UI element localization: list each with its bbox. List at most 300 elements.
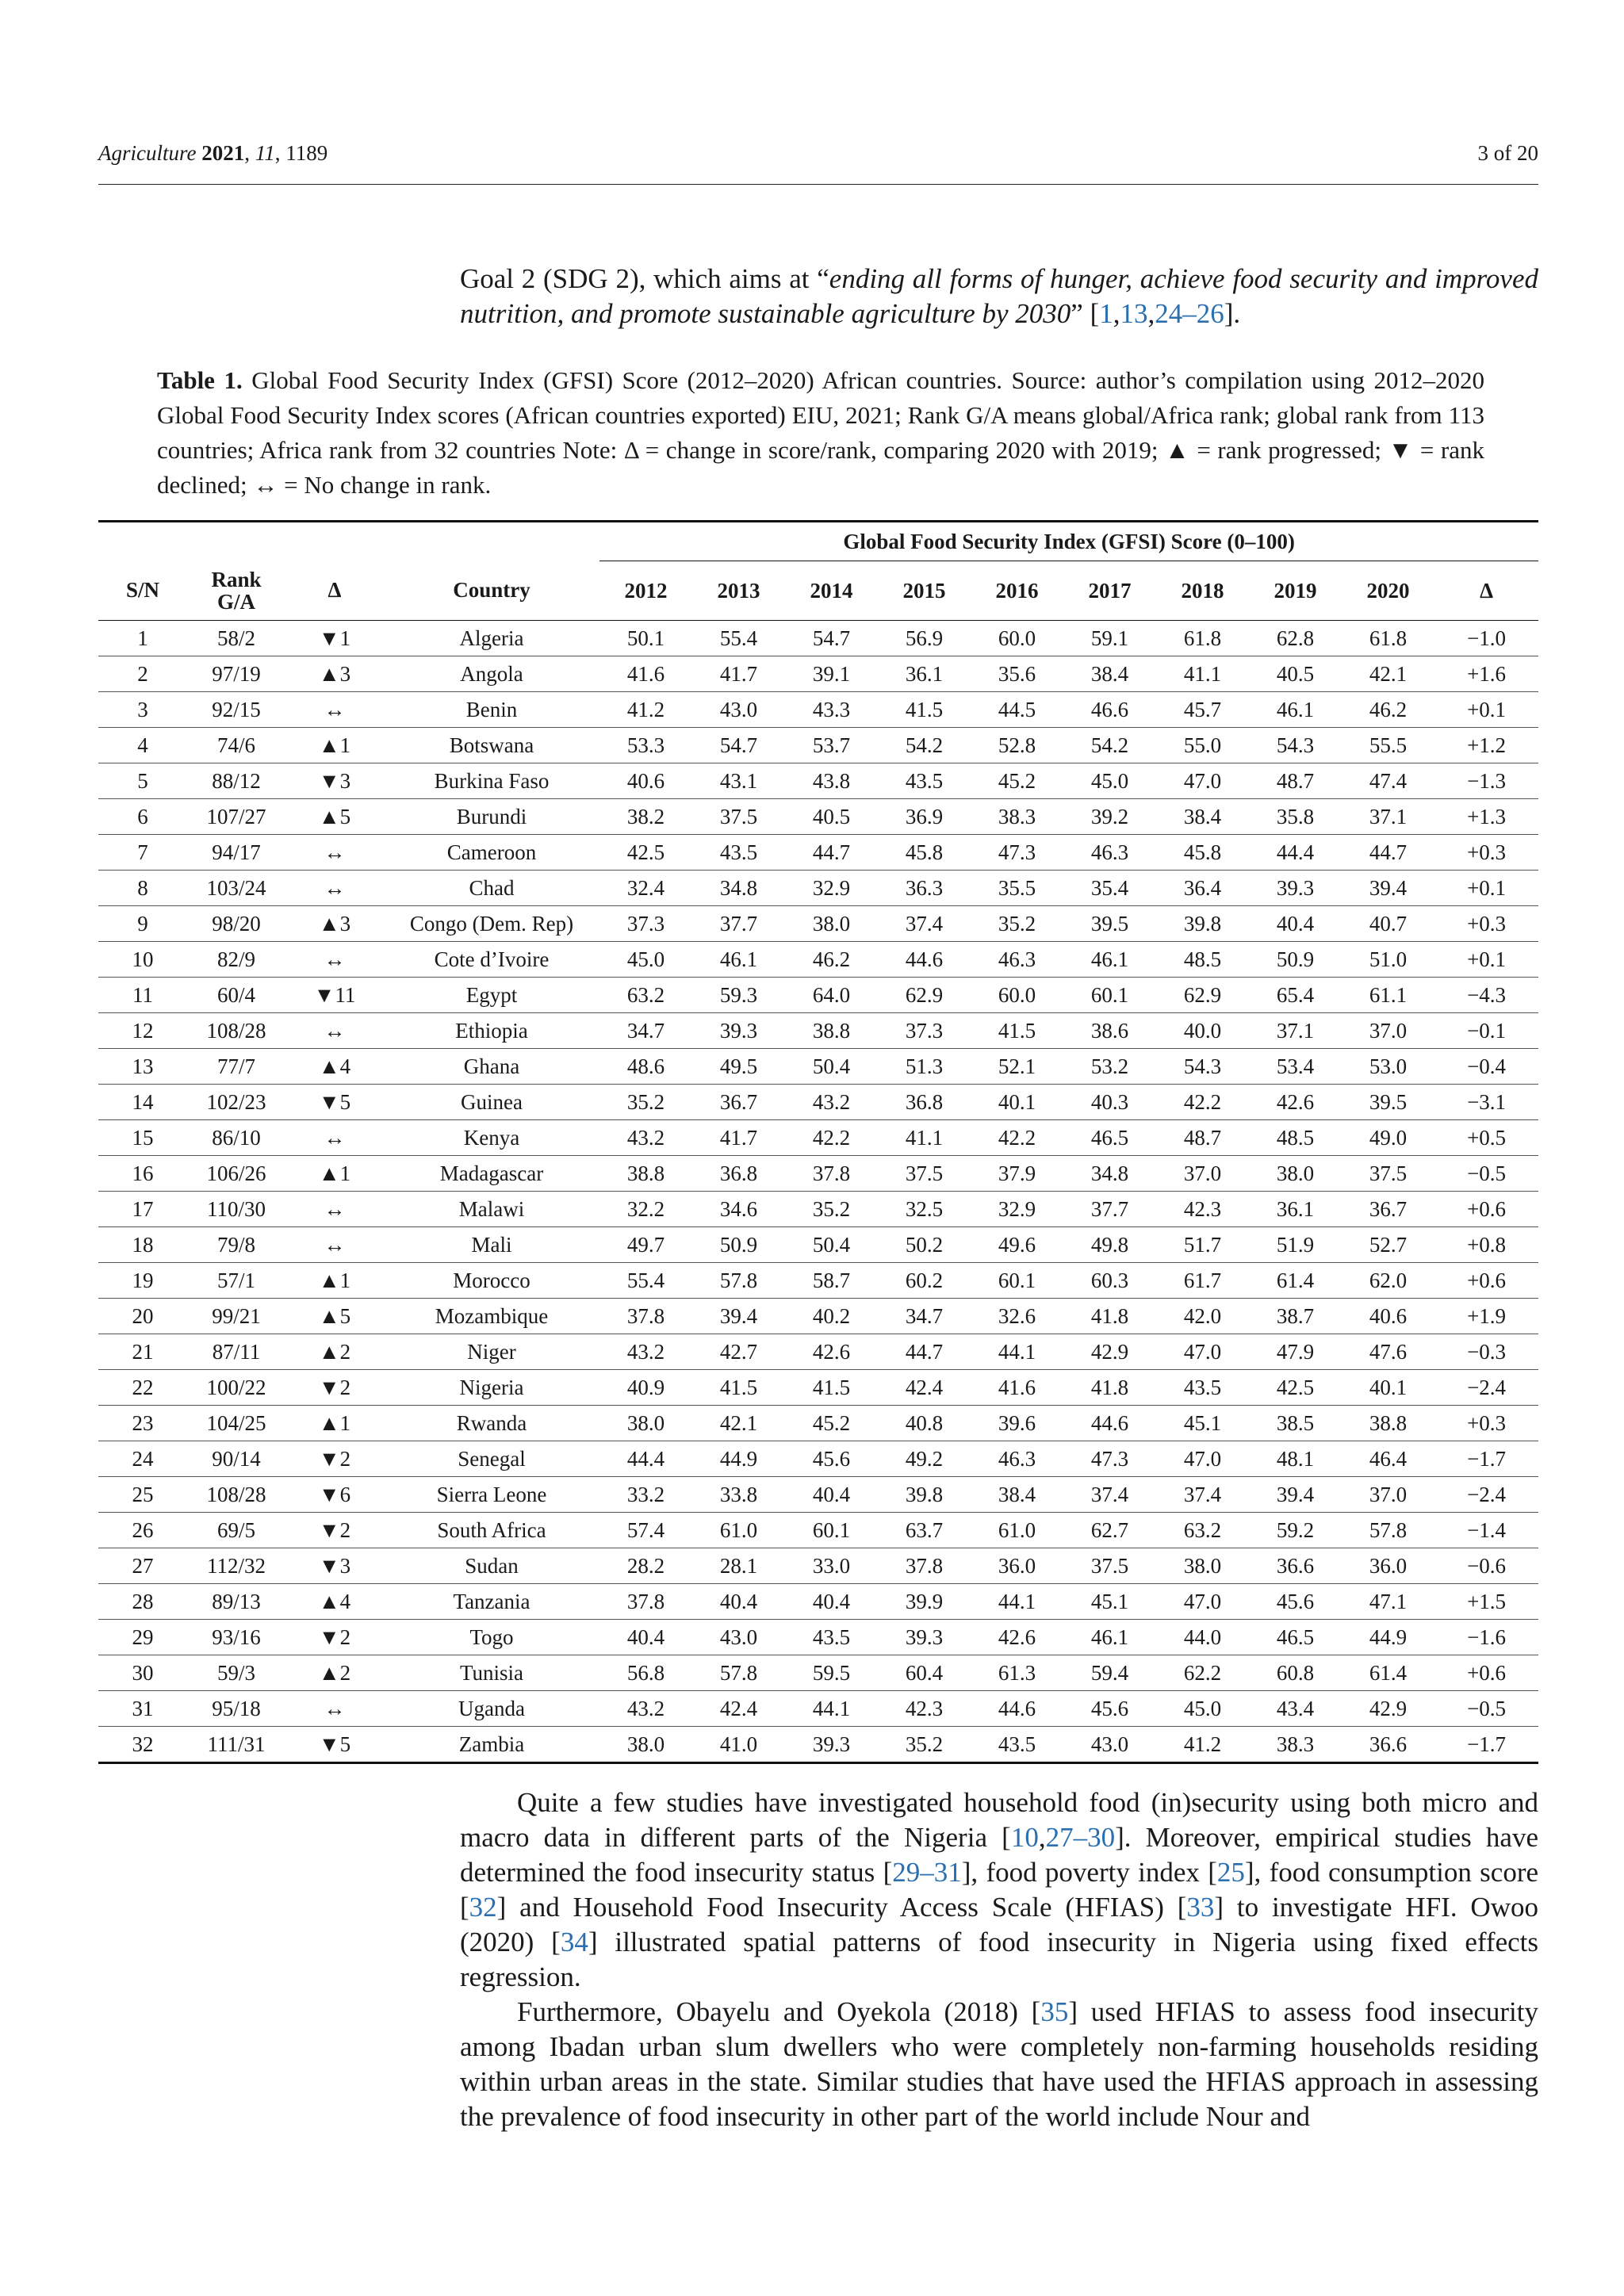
country-cell: Sudan [384,1548,599,1584]
table-row [98,835,1538,871]
country-cell: Malawi [384,1192,599,1227]
score-cell: 40.5 [785,799,878,835]
score-cell: 47.0 [1156,1441,1249,1477]
rank-change-cell: ↔ [285,1013,384,1049]
rank-change-cell: ▲4 [285,1584,384,1620]
score-cell: 39.2 [1063,799,1156,835]
score-cell: 45.6 [1249,1584,1342,1620]
score-cell: 40.8 [878,1406,971,1441]
score-cell: 40.1 [1342,1370,1434,1406]
score-change-cell: −2.4 [1434,1370,1538,1406]
table-row [98,1691,1538,1727]
score-cell: 56.8 [599,1655,692,1691]
score-cell: 45.8 [878,835,971,871]
score-cell: 47.3 [1063,1441,1156,1477]
score-cell: 37.8 [599,1584,692,1620]
score-cell: 41.7 [692,656,785,692]
rank-change-cell: ↔ [285,942,384,978]
rank-change-cell: ▼6 [285,1477,384,1513]
rank-cell: 108/28 [187,1013,285,1049]
score-cell: 38.4 [971,1477,1063,1513]
score-cell: 42.6 [971,1620,1063,1655]
score-cell: 50.4 [785,1227,878,1263]
score-cell: 39.6 [971,1406,1063,1441]
score-cell: 49.6 [971,1227,1063,1263]
table-row [98,763,1538,799]
score-cell: 42.3 [1156,1192,1249,1227]
rank-cell: 60/4 [187,978,285,1013]
score-cell: 49.5 [692,1049,785,1085]
citation-link[interactable]: 13 [1120,298,1148,329]
score-cell: 46.4 [1342,1441,1434,1477]
table-row [98,692,1538,728]
table-row [98,978,1538,1013]
score-cell: 47.6 [1342,1334,1434,1370]
rank-cell: 93/16 [187,1620,285,1655]
score-cell: 33.2 [599,1477,692,1513]
rank-cell: 100/22 [187,1370,285,1406]
score-change-cell: −0.4 [1434,1049,1538,1085]
score-cell: 35.5 [971,871,1063,906]
score-cell: 46.1 [1249,692,1342,728]
score-cell: 60.4 [878,1655,971,1691]
table-row [98,1334,1538,1370]
score-cell: 45.1 [1063,1584,1156,1620]
score-cell: 41.8 [1063,1370,1156,1406]
citation-link[interactable]: 33 [1186,1892,1215,1923]
score-cell: 51.9 [1249,1227,1342,1263]
journal-name: Agriculture [98,141,197,165]
sn-cell: 18 [98,1227,187,1263]
score-cell: 41.7 [692,1120,785,1156]
score-change-cell: −1.7 [1434,1727,1538,1763]
score-cell: 62.9 [1156,978,1249,1013]
country-cell: Angola [384,656,599,692]
score-cell: 40.5 [1249,656,1342,692]
citation-link[interactable]: 29–31 [892,1857,962,1888]
score-cell: 40.2 [785,1299,878,1334]
score-cell: 53.0 [1342,1049,1434,1085]
table-row [98,1120,1538,1156]
score-cell: 37.5 [1063,1548,1156,1584]
score-cell: 49.0 [1342,1120,1434,1156]
score-cell: 28.2 [599,1548,692,1584]
citation-link[interactable]: 34 [560,1927,588,1957]
score-cell: 35.4 [1063,871,1156,906]
score-cell: 38.8 [599,1156,692,1192]
rank-change-cell: ↔ [285,1192,384,1227]
citation-link[interactable]: 24–26 [1155,298,1224,329]
sn-cell: 22 [98,1370,187,1406]
sn-cell: 17 [98,1192,187,1227]
score-cell: 41.2 [1156,1727,1249,1763]
score-cell: 37.3 [878,1013,971,1049]
score-cell: 37.5 [1342,1156,1434,1192]
header-rule [98,184,1538,185]
score-cell: 51.7 [1156,1227,1249,1263]
score-change-cell: −2.4 [1434,1477,1538,1513]
score-cell: 45.7 [1156,692,1249,728]
score-cell: 37.5 [692,799,785,835]
rank-cell: 92/15 [187,692,285,728]
rank-change-cell: ▲1 [285,728,384,763]
score-cell: 48.7 [1249,763,1342,799]
rank-change-cell: ▲5 [285,799,384,835]
rank-cell: 111/31 [187,1727,285,1763]
table-row [98,1263,1538,1299]
rank-change-cell: ▼2 [285,1441,384,1477]
score-cell: 42.3 [878,1691,971,1727]
rank-cell: 95/18 [187,1691,285,1727]
score-cell: 47.3 [971,835,1063,871]
score-cell: 48.5 [1156,942,1249,978]
score-cell: 53.3 [599,728,692,763]
col-country: Country [384,561,599,621]
score-cell: 61.8 [1342,621,1434,656]
score-cell: 50.9 [692,1227,785,1263]
table-row [98,728,1538,763]
score-cell: 41.1 [878,1120,971,1156]
score-cell: 44.1 [971,1334,1063,1370]
table-row [98,942,1538,978]
score-cell: 42.5 [599,835,692,871]
table-row [98,656,1538,692]
rank-cell: 97/19 [187,656,285,692]
citation-link[interactable]: 25 [1216,1857,1245,1888]
table-caption [157,363,1484,503]
score-cell: 45.0 [599,942,692,978]
score-cell: 38.6 [1063,1013,1156,1049]
score-cell: 48.5 [1249,1120,1342,1156]
score-cell: 60.1 [1063,978,1156,1013]
country-cell: Chad [384,871,599,906]
score-cell: 43.2 [599,1334,692,1370]
rank-change-cell: ↔ [285,1227,384,1263]
score-cell: 35.8 [1249,799,1342,835]
score-change-cell: +0.3 [1434,906,1538,942]
score-cell: 41.6 [599,656,692,692]
score-cell: 39.4 [1342,871,1434,906]
rank-cell: 110/30 [187,1192,285,1227]
citation-link[interactable]: 10 [1010,1822,1039,1853]
country-cell: Burkina Faso [384,763,599,799]
score-cell: 51.0 [1342,942,1434,978]
score-cell: 57.4 [599,1513,692,1548]
country-cell: Togo [384,1620,599,1655]
score-cell: 40.4 [599,1620,692,1655]
score-cell: 32.4 [599,871,692,906]
score-cell: 35.6 [971,656,1063,692]
score-cell: 56.9 [878,621,971,656]
score-cell: 55.5 [1342,728,1434,763]
score-change-cell: +0.1 [1434,942,1538,978]
score-cell: 43.0 [1063,1727,1156,1763]
score-cell: 36.6 [1342,1727,1434,1763]
score-cell: 44.7 [1342,835,1434,871]
score-change-cell: +1.3 [1434,799,1538,835]
score-cell: 35.2 [599,1085,692,1120]
score-cell: 39.5 [1342,1085,1434,1120]
score-cell: 42.6 [785,1334,878,1370]
sn-cell: 5 [98,763,187,799]
rank-cell: 104/25 [187,1406,285,1441]
gfsi-table [98,520,1538,1764]
table-row [98,1013,1538,1049]
table-row [98,1727,1538,1763]
score-cell: 58.7 [785,1263,878,1299]
score-cell: 45.2 [971,763,1063,799]
col-2013: 2013 [692,561,785,621]
score-cell: 38.4 [1063,656,1156,692]
score-cell: 35.2 [878,1727,971,1763]
table-row [98,1192,1538,1227]
score-change-cell: −1.0 [1434,621,1538,656]
score-cell: 37.7 [692,906,785,942]
sn-cell: 2 [98,656,187,692]
score-change-cell: +0.6 [1434,1263,1538,1299]
table-row [98,1441,1538,1477]
sn-cell: 19 [98,1263,187,1299]
score-cell: 36.9 [878,799,971,835]
rank-cell: 79/8 [187,1227,285,1263]
score-cell: 59.2 [1249,1513,1342,1548]
journal-citation: Agriculture 2021, 11, 1189 [98,141,328,165]
citation-link[interactable]: 35 [1040,1996,1069,2027]
score-cell: 54.7 [692,728,785,763]
score-cell: 60.8 [1249,1655,1342,1691]
score-change-cell: −1.6 [1434,1620,1538,1655]
score-change-cell: +0.5 [1434,1120,1538,1156]
score-cell: 45.0 [1063,763,1156,799]
table-row [98,621,1538,656]
sn-cell: 13 [98,1049,187,1085]
page-number: 3 of 20 [1477,141,1538,165]
citation-link[interactable]: 27–30 [1045,1822,1116,1853]
score-cell: 37.0 [1342,1013,1434,1049]
score-cell: 40.4 [785,1477,878,1513]
rank-change-cell: ▼1 [285,621,384,656]
rank-cell: 90/14 [187,1441,285,1477]
rank-change-cell: ▲2 [285,1334,384,1370]
citation-link[interactable]: 32 [469,1892,497,1923]
score-cell: 57.8 [1342,1513,1434,1548]
rank-cell: 94/17 [187,835,285,871]
score-cell: 39.1 [785,656,878,692]
score-cell: 38.0 [785,906,878,942]
score-cell: 63.7 [878,1513,971,1548]
country-cell: Cameroon [384,835,599,871]
score-cell: 36.4 [1156,871,1249,906]
score-cell: 49.8 [1063,1227,1156,1263]
score-change-cell: +1.5 [1434,1584,1538,1620]
score-cell: 42.4 [692,1691,785,1727]
score-change-cell: +0.6 [1434,1655,1538,1691]
score-cell: 46.3 [971,1441,1063,1477]
score-cell: 38.7 [1249,1299,1342,1334]
score-cell: 37.5 [878,1156,971,1192]
score-cell: 40.4 [1249,906,1342,942]
score-cell: 45.1 [1156,1406,1249,1441]
score-cell: 32.2 [599,1192,692,1227]
score-cell: 49.2 [878,1441,971,1477]
score-cell: 44.6 [971,1691,1063,1727]
rank-change-cell: ▲1 [285,1406,384,1441]
score-cell: 47.0 [1156,1584,1249,1620]
rank-cell: 77/7 [187,1049,285,1085]
score-cell: 43.8 [785,763,878,799]
sn-cell: 6 [98,799,187,835]
score-cell: 50.2 [878,1227,971,1263]
rank-change-cell: ▼2 [285,1620,384,1655]
score-cell: 62.9 [878,978,971,1013]
score-cell: 49.7 [599,1227,692,1263]
country-cell: Rwanda [384,1406,599,1441]
country-cell: Ghana [384,1049,599,1085]
rank-cell: 89/13 [187,1584,285,1620]
rank-cell: 87/11 [187,1334,285,1370]
score-change-cell: +0.3 [1434,1406,1538,1441]
sn-cell: 1 [98,621,187,656]
score-cell: 52.1 [971,1049,1063,1085]
score-change-cell: −1.4 [1434,1513,1538,1548]
sn-cell: 9 [98,906,187,942]
score-cell: 40.3 [1063,1085,1156,1120]
table-row [98,871,1538,906]
score-cell: 32.6 [971,1299,1063,1334]
score-cell: 62.7 [1063,1513,1156,1548]
col-sn: S/N [98,561,187,621]
score-cell: 37.4 [1063,1477,1156,1513]
rank-cell: 108/28 [187,1477,285,1513]
score-cell: 62.8 [1249,621,1342,656]
rank-change-cell: ↔ [285,871,384,906]
sn-cell: 25 [98,1477,187,1513]
score-change-cell: +0.8 [1434,1227,1538,1263]
score-cell: 48.6 [599,1049,692,1085]
score-cell: 36.3 [878,871,971,906]
rank-change-cell: ▲3 [285,906,384,942]
col-score-change: Δ [1434,561,1538,621]
score-change-cell: +1.6 [1434,656,1538,692]
sn-cell: 26 [98,1513,187,1548]
score-cell: 45.6 [1063,1691,1156,1727]
score-cell: 45.8 [1156,835,1249,871]
score-cell: 36.0 [971,1548,1063,1584]
score-cell: 39.3 [1249,871,1342,906]
sn-cell: 14 [98,1085,187,1120]
table-row [98,1049,1538,1085]
score-cell: 45.0 [1156,1691,1249,1727]
table-row [98,1620,1538,1655]
score-cell: 36.1 [1249,1192,1342,1227]
score-cell: 54.7 [785,621,878,656]
score-cell: 36.8 [878,1085,971,1120]
score-cell: 53.2 [1063,1049,1156,1085]
score-cell: 42.7 [692,1334,785,1370]
sn-cell: 16 [98,1156,187,1192]
score-cell: 38.0 [1156,1548,1249,1584]
score-cell: 61.0 [971,1513,1063,1548]
score-cell: 43.2 [785,1085,878,1120]
score-cell: 37.9 [971,1156,1063,1192]
journal-volume: 11 [255,141,275,165]
score-cell: 53.4 [1249,1049,1342,1085]
citation-link[interactable]: 1 [1099,298,1113,329]
table-row [98,1477,1538,1513]
rank-cell: 57/1 [187,1263,285,1299]
score-cell: 47.4 [1342,763,1434,799]
col-2017: 2017 [1063,561,1156,621]
col-2019: 2019 [1249,561,1342,621]
score-cell: 45.6 [785,1441,878,1477]
score-cell: 35.2 [785,1192,878,1227]
score-cell: 40.7 [1342,906,1434,942]
country-cell: Nigeria [384,1370,599,1406]
score-cell: 37.1 [1342,799,1434,835]
sn-cell: 11 [98,978,187,1013]
score-cell: 44.6 [1063,1406,1156,1441]
score-cell: 42.2 [785,1120,878,1156]
sn-cell: 24 [98,1441,187,1477]
country-cell: Benin [384,692,599,728]
score-cell: 37.8 [785,1156,878,1192]
sdg-quote: ending all forms of hunger, achieve food security and improved nutrition, and promote sustainable agriculture by 2030 [460,263,1538,329]
score-cell: 38.8 [785,1013,878,1049]
rank-cell: 86/10 [187,1120,285,1156]
rank-cell: 59/3 [187,1655,285,1691]
score-cell: 61.4 [1249,1263,1342,1299]
country-cell: Senegal [384,1441,599,1477]
score-change-cell: +0.6 [1434,1192,1538,1227]
score-cell: 43.1 [692,763,785,799]
rank-change-cell: ▼2 [285,1513,384,1548]
rank-cell: 107/27 [187,799,285,835]
score-cell: 47.1 [1342,1584,1434,1620]
rank-cell: 69/5 [187,1513,285,1548]
journal-year: 2021 [201,141,245,165]
country-cell: Tanzania [384,1584,599,1620]
score-cell: 44.7 [878,1334,971,1370]
sn-cell: 4 [98,728,187,763]
country-cell: Guinea [384,1085,599,1120]
score-cell: 43.2 [599,1691,692,1727]
score-change-cell: −0.3 [1434,1334,1538,1370]
score-cell: 54.2 [878,728,971,763]
rank-cell: 98/20 [187,906,285,942]
score-cell: 46.6 [1063,692,1156,728]
score-cell: 32.5 [878,1192,971,1227]
rank-change-cell: ▼3 [285,1548,384,1584]
score-cell: 41.5 [971,1013,1063,1049]
score-cell: 61.4 [1342,1655,1434,1691]
score-cell: 62.2 [1156,1655,1249,1691]
score-cell: 43.3 [785,692,878,728]
rank-cell: 74/6 [187,728,285,763]
score-cell: 46.5 [1249,1620,1342,1655]
score-cell: 37.1 [1249,1013,1342,1049]
table-row [98,1584,1538,1620]
score-cell: 41.6 [971,1370,1063,1406]
score-cell: 59.1 [1063,621,1156,656]
score-change-cell: −3.1 [1434,1085,1538,1120]
score-cell: 34.6 [692,1192,785,1227]
country-cell: Madagascar [384,1156,599,1192]
country-cell: Sierra Leone [384,1477,599,1513]
table-row [98,799,1538,835]
score-cell: 37.7 [1063,1192,1156,1227]
score-cell: 55.0 [1156,728,1249,763]
rank-cell: 102/23 [187,1085,285,1120]
